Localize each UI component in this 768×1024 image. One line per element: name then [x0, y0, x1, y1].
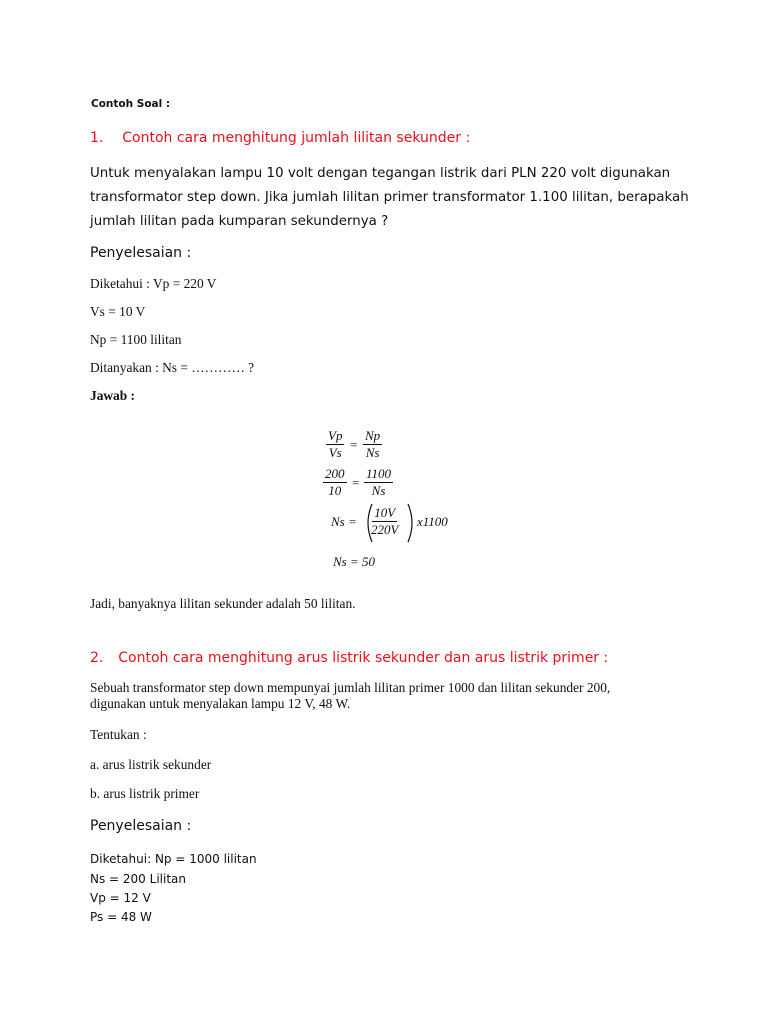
asked-ns: Ditanyakan : Ns = ………… ?: [90, 360, 255, 375]
known-np: Np = 1100 lilitan: [90, 332, 182, 347]
problem-2-number: 2.: [90, 650, 104, 666]
question-line: digunakan untuk menyalakan lampu 12 V, 48 W.: [90, 696, 351, 711]
question-line: transformator step down. Jika jumlah lilitan primer transformator 1.100 lilitan, berapakah: [90, 190, 689, 205]
p2-known-vp: Vp = 12 V: [90, 891, 151, 905]
problem-2-question: [90, 680, 690, 712]
known-vp: Diketahui : Vp = 220 V: [90, 276, 217, 291]
p2-known-np: Diketahui: Np = 1000 lilitan: [90, 852, 257, 866]
problem-1-solution-label: Penyelesaian :: [90, 245, 192, 261]
problem-1-conclusion: Jadi, banyaknya lilitan sekunder adalah 50 lilitan.: [90, 596, 356, 611]
ns-result: Ns = 50: [333, 554, 376, 569]
item-a: a. arus listrik sekunder: [90, 757, 212, 772]
fraction-1100-ns: $\frac{1100}{Ns}$: [366, 466, 392, 498]
problem-1-question: [90, 162, 690, 234]
question-line: jumlah lilitan pada kumparan sekundernya ?: [90, 214, 389, 229]
fraction-vp-vs: $\frac{Vp}{Vs}$: [328, 428, 343, 460]
question-line: Untuk menyalakan lampu 10 volt dengan tegangan listrik dari PLN 220 volt digunakan: [90, 166, 671, 181]
answer-label: Jawab :: [90, 388, 136, 403]
problem-2-title: Contoh cara menghitung arus listrik sekunder dan arus listrik primer :: [118, 650, 609, 666]
ns-lhs: Ns =: [331, 514, 357, 529]
fraction-200-10: $\frac{200}{10}$: [325, 466, 345, 498]
problem-1-number: 1.: [90, 130, 104, 146]
problem-1-title: Contoh cara menghitung jumlah lilitan sekunder :: [122, 130, 471, 146]
problem-2-solution-label: Penyelesaian :: [90, 818, 192, 834]
item-b: b. arus listrik primer: [90, 786, 200, 801]
multiplier: x1100: [417, 514, 448, 529]
fraction-np-ns: $\frac{Np}{Ns}$: [365, 428, 381, 460]
section-label: Contoh Soal :: [91, 98, 171, 110]
known-vs: Vs = 10 V: [90, 304, 146, 319]
fraction-10v-220v: $\frac{10V}{220V}$: [371, 505, 399, 537]
equals-sign: =: [352, 475, 360, 490]
equals-sign: =: [350, 437, 358, 452]
problem-1-heading: [90, 130, 470, 146]
p2-known-ns: Ns = 200 Lilitan: [90, 872, 186, 886]
problem-2-heading: [90, 650, 608, 666]
question-line: Sebuah transformator step down mempunyai jumlah lilitan primer 1000 dan lilitan sekunder 200,: [90, 680, 611, 695]
p2-known-ps: Ps = 48 W: [90, 910, 152, 924]
determine-label: Tentukan :: [90, 727, 147, 742]
